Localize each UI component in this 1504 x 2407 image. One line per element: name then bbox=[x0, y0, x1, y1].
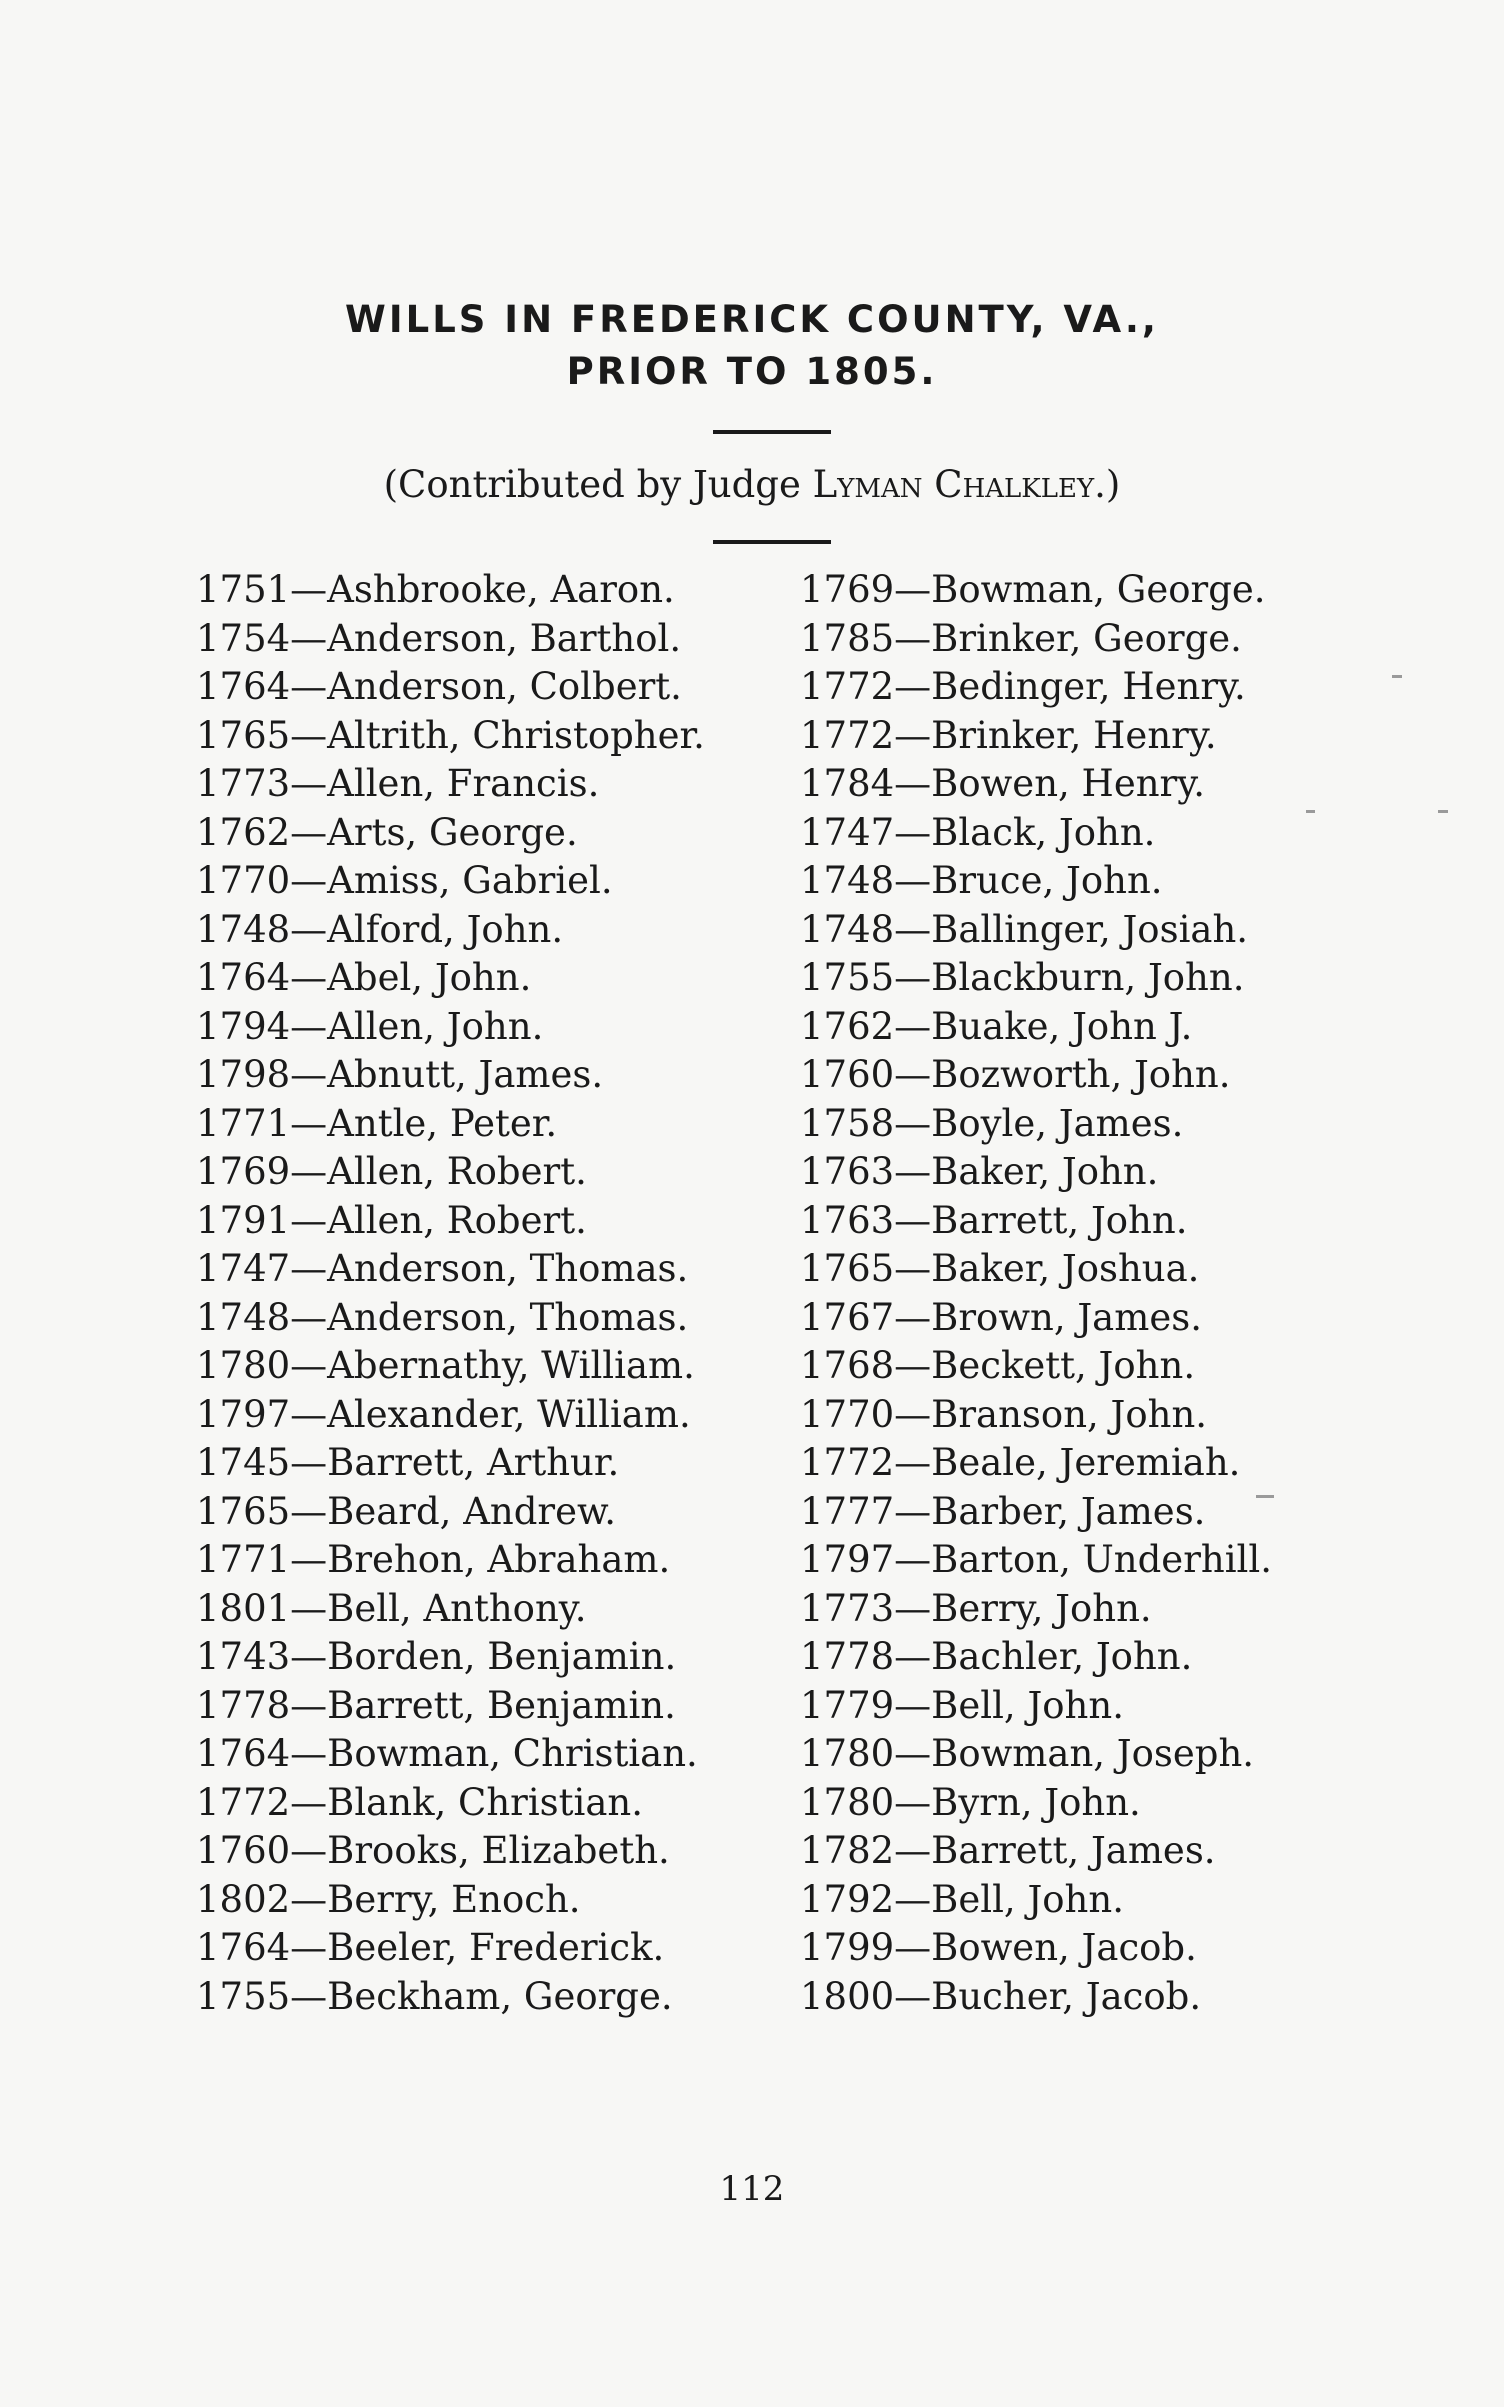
will-entry: 1747—Black, John. bbox=[800, 810, 1156, 854]
page-title-line-1: WILLS IN FREDERICK COUNTY, VA., bbox=[345, 298, 1159, 341]
will-entry: 1745—Barrett, Arthur. bbox=[196, 1441, 620, 1484]
will-entry: 1762—Arts, George. bbox=[196, 810, 578, 854]
contribution-divider bbox=[713, 540, 831, 544]
will-entry: 1771—Antle, Peter. bbox=[196, 1101, 558, 1145]
wills-list-left-column bbox=[196, 566, 705, 2021]
will-entry: 1764—Bowman, Christian. bbox=[196, 1732, 698, 1775]
will-entry: 1773—Berry, John. bbox=[800, 1586, 1152, 1630]
will-entry: 1762—Buake, John J. bbox=[800, 1004, 1193, 1048]
will-entry: 1751—Ashbrooke, Aaron. bbox=[196, 568, 675, 611]
will-entry: 1797—Barton, Underhill. bbox=[800, 1538, 1272, 1581]
will-entry: 1764—Beeler, Frederick. bbox=[196, 1926, 665, 1969]
will-entry: 1748—Ballinger, Josiah. bbox=[800, 907, 1249, 951]
will-entry: 1754—Anderson, Barthol. bbox=[196, 616, 682, 660]
will-entry: 1763—Baker, John. bbox=[800, 1150, 1159, 1193]
will-entry: 1772—Blank, Christian. bbox=[196, 1780, 644, 1824]
will-entry: 1760—Brooks, Elizabeth. bbox=[196, 1829, 670, 1872]
will-entry: 1748—Alford, John. bbox=[196, 907, 564, 951]
will-entry: 1765—Altrith, Christopher. bbox=[196, 713, 705, 757]
will-entry: 1769—Allen, Robert. bbox=[196, 1150, 587, 1193]
will-entry: 1764—Anderson, Colbert. bbox=[196, 665, 682, 708]
will-entry: 1778—Bachler, John. bbox=[800, 1635, 1193, 1678]
will-entry: 1780—Byrn, John. bbox=[800, 1780, 1141, 1824]
will-entry: 1768—Beckett, John. bbox=[800, 1344, 1196, 1387]
contribution-prefix: (Contributed by Judge bbox=[383, 463, 813, 506]
will-entry: 1743—Borden, Benjamin. bbox=[196, 1635, 677, 1678]
title-divider bbox=[713, 430, 831, 434]
will-entry: 1758—Boyle, James. bbox=[800, 1101, 1184, 1145]
will-entry: 1773—Allen, Francis. bbox=[196, 762, 600, 805]
will-entry: 1779—Bell, John. bbox=[800, 1683, 1124, 1727]
will-entry: 1801—Bell, Anthony. bbox=[196, 1586, 587, 1630]
scan-speck bbox=[1256, 1495, 1274, 1498]
will-entry: 1772—Beale, Jeremiah. bbox=[800, 1441, 1241, 1484]
will-entry: 1767—Brown, James. bbox=[800, 1295, 1202, 1339]
will-entry: 1777—Barber, James. bbox=[800, 1489, 1206, 1533]
will-entry: 1772—Brinker, Henry. bbox=[800, 713, 1217, 757]
will-entry: 1780—Abernathy, William. bbox=[196, 1344, 695, 1387]
will-entry: 1791—Allen, Robert. bbox=[196, 1198, 587, 1242]
page-title-line-2: PRIOR TO 1805. bbox=[566, 350, 938, 393]
scan-speck bbox=[1392, 675, 1402, 678]
will-entry: 1760—Bozworth, John. bbox=[800, 1053, 1231, 1096]
will-entry: 1765—Beard, Andrew. bbox=[196, 1489, 617, 1533]
will-entry: 1799—Bowen, Jacob. bbox=[800, 1926, 1197, 1969]
will-entry: 1778—Barrett, Benjamin. bbox=[196, 1683, 676, 1727]
page-number: 112 bbox=[719, 2169, 785, 2209]
will-entry: 1747—Anderson, Thomas. bbox=[196, 1247, 689, 1290]
will-entry: 1794—Allen, John. bbox=[196, 1004, 544, 1048]
will-entry: 1771—Brehon, Abraham. bbox=[196, 1538, 671, 1581]
will-entry: 1770—Amiss, Gabriel. bbox=[196, 859, 613, 902]
scan-speck bbox=[1306, 810, 1315, 813]
will-entry: 1764—Abel, John. bbox=[196, 956, 532, 999]
will-entry: 1748—Anderson, Thomas. bbox=[196, 1295, 689, 1339]
will-entry: 1765—Baker, Joshua. bbox=[800, 1247, 1200, 1290]
contribution-line bbox=[0, 458, 1504, 512]
will-entry: 1769—Bowman, George. bbox=[800, 568, 1266, 611]
will-entry: 1784—Bowen, Henry. bbox=[800, 762, 1205, 805]
will-entry: 1763—Barrett, John. bbox=[800, 1198, 1188, 1242]
contribution-suffix: .) bbox=[1094, 463, 1121, 506]
will-entry: 1802—Berry, Enoch. bbox=[196, 1877, 581, 1921]
will-entry: 1785—Brinker, George. bbox=[800, 616, 1242, 660]
will-entry: 1770—Branson, John. bbox=[800, 1392, 1208, 1436]
will-entry: 1782—Barrett, James. bbox=[800, 1829, 1216, 1872]
will-entry: 1755—Blackburn, John. bbox=[800, 956, 1245, 999]
will-entry: 1780—Bowman, Joseph. bbox=[800, 1732, 1255, 1775]
will-entry: 1755—Beckham, George. bbox=[196, 1974, 673, 2018]
wills-list-right-column bbox=[800, 566, 1272, 2021]
will-entry: 1797—Alexander, William. bbox=[196, 1392, 691, 1436]
will-entry: 1748—Bruce, John. bbox=[800, 859, 1163, 902]
will-entry: 1792—Bell, John. bbox=[800, 1877, 1124, 1921]
will-entry: 1798—Abnutt, James. bbox=[196, 1053, 604, 1096]
will-entry: 1800—Bucher, Jacob. bbox=[800, 1974, 1202, 2018]
scan-speck bbox=[1438, 810, 1448, 813]
will-entry: 1772—Bedinger, Henry. bbox=[800, 665, 1246, 708]
contributor-name: Lyman Chalkley bbox=[812, 463, 1095, 506]
